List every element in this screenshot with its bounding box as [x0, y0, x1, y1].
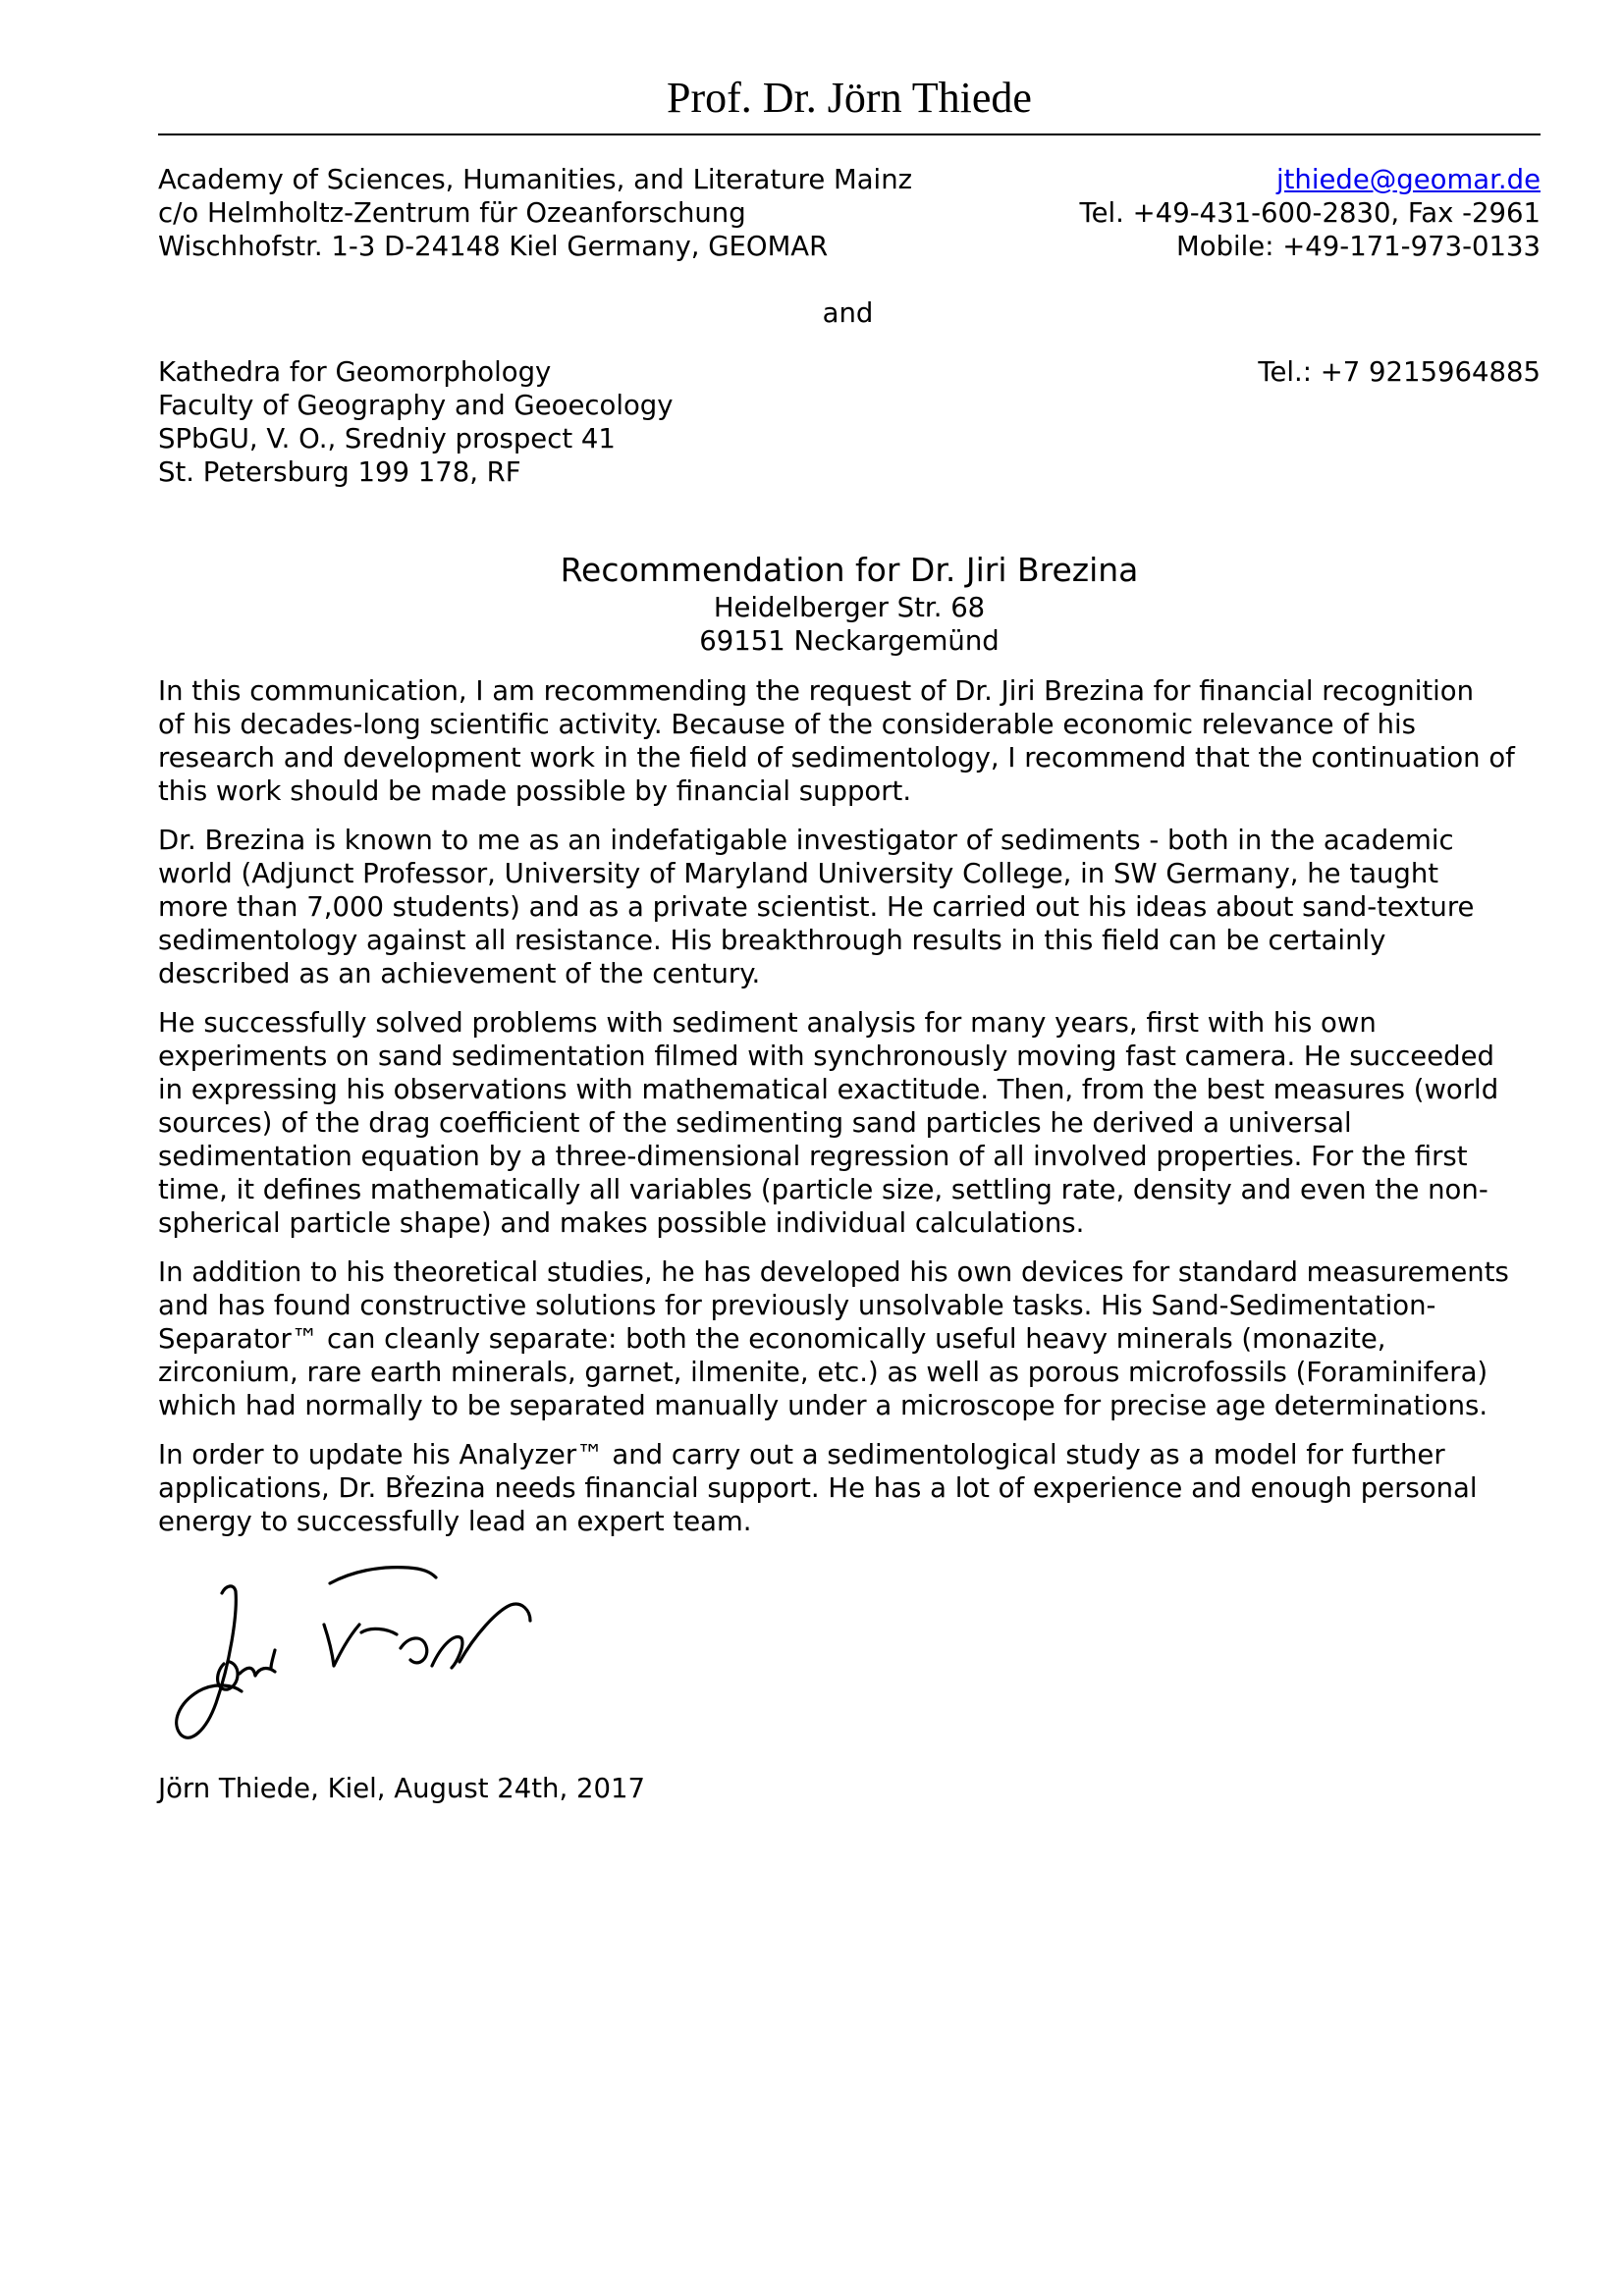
paragraph-1 [158, 674, 1552, 808]
address-line: SPbGU, V. O., Sredniy prospect 41 [158, 423, 616, 454]
paragraph-5 [158, 1438, 1552, 1538]
body-line: world (Adjunct Professor, University of Maryland University College, in SW Germany, he taught [158, 858, 1439, 889]
body-line: in expressing his observations with mathematical exactitude. Then, from the best measures (world [158, 1074, 1499, 1105]
paragraph-2 [158, 824, 1552, 990]
body-line: energy to successfully lead an expert team. [158, 1506, 752, 1537]
sender-address-st-petersburg [158, 355, 674, 489]
signature-caption: Jörn Thiede, Kiel, August 24th, 2017 [158, 1773, 645, 1804]
body-line: and has found constructive solutions for previously unsolvable tasks. His Sand-Sedimentation- [158, 1290, 1436, 1321]
body-line: Dr. Brezina is known to me as an indefatigable investigator of sediments - both in the academic [158, 825, 1454, 856]
paragraph-4 [158, 1255, 1552, 1422]
phone-fax: Tel. +49-431-600-2830, Fax -2961 [1079, 197, 1541, 229]
letterhead-name: Prof. Dr. Jörn Thiede [667, 74, 1032, 122]
sender-contact-kiel [1080, 163, 1542, 263]
address-line: Faculty of Geography and Geoecology [158, 390, 674, 421]
subject-city: 69151 Neckargemünd [699, 625, 1000, 657]
body-line: which had normally to be separated manually under a microscope for precise age determinations. [158, 1390, 1488, 1421]
and-separator: and [822, 297, 874, 329]
body-line: In order to update his Analyzer™ and carry out a sedimentological study as a model for further [158, 1439, 1445, 1470]
body-line: sedimentation equation by a three-dimensional regression of all involved properties. For the first [158, 1141, 1468, 1172]
letter-body [158, 674, 1552, 1554]
address-line: c/o Helmholtz-Zentrum für Ozeanforschung [158, 197, 746, 229]
body-line: of his decades-long scientific activity. Because of the considerable economic relevance of his [158, 709, 1416, 740]
body-line: research and development work in the field of sedimentology, I recommend that the continuation of [158, 742, 1515, 774]
body-line: zirconium, rare earth minerals, garnet, ilmenite, etc.) as well as porous microfossils (Foraminifera) [158, 1357, 1488, 1388]
body-line: In this communication, I am recommending the request of Dr. Jiri Brezina for financial recognition [158, 675, 1475, 707]
mobile-phone: Mobile: +49-171-973-0133 [1176, 231, 1541, 262]
body-line: experiments on sand sedimentation filmed with synchronously moving fast camera. He succeeded [158, 1041, 1494, 1072]
body-line: described as an achievement of the century. [158, 958, 761, 989]
email-link[interactable]: jthiede@geomar.de [1275, 164, 1541, 195]
address-line: Wischhofstr. 1-3 D-24148 Kiel Germany, GEOMAR [158, 231, 829, 262]
phone-russia: Tel.: +7 9215964885 [1258, 356, 1541, 388]
body-line: this work should be made possible by financial support. [158, 775, 912, 807]
subject-title: Recommendation for Dr. Jiri Brezina [560, 551, 1139, 589]
sender-address-mainz [158, 163, 912, 263]
address-line: Academy of Sciences, Humanities, and Literature Mainz [158, 164, 913, 195]
address-line: Kathedra for Geomorphology [158, 356, 552, 388]
subject-street: Heidelberger Str. 68 [713, 592, 986, 623]
sender-contact-st-petersburg [1258, 355, 1541, 389]
body-line: more than 7,000 students) and as a private scientist. He carried out his ideas about sand-texture [158, 891, 1475, 923]
body-line: sources) of the drag coefficient of the sedimenting sand particles he derived a universal [158, 1107, 1352, 1139]
body-line: time, it defines mathematically all variables (particle size, settling rate, density and even the non- [158, 1174, 1488, 1205]
body-line: He successfully solved problems with sediment analysis for many years, first with his own [158, 1007, 1377, 1039]
address-line: St. Petersburg 199 178, RF [158, 456, 521, 488]
letterhead [158, 71, 1541, 135]
body-line: sedimentology against all resistance. His breakthrough results in this field can be certainly [158, 925, 1386, 956]
letter-subject [158, 550, 1541, 658]
body-line: In addition to his theoretical studies, he has developed his own devices for standard measurements [158, 1256, 1509, 1288]
body-line: Separator™ can cleanly separate: both the economically useful heavy minerals (monazite, [158, 1323, 1386, 1355]
handwritten-signature [165, 1556, 597, 1752]
body-line: spherical particle shape) and makes possible individual calculations. [158, 1207, 1085, 1239]
body-line: applications, Dr. Březina needs financial support. He has a lot of experience and enough personal [158, 1472, 1478, 1504]
paragraph-3 [158, 1006, 1552, 1240]
